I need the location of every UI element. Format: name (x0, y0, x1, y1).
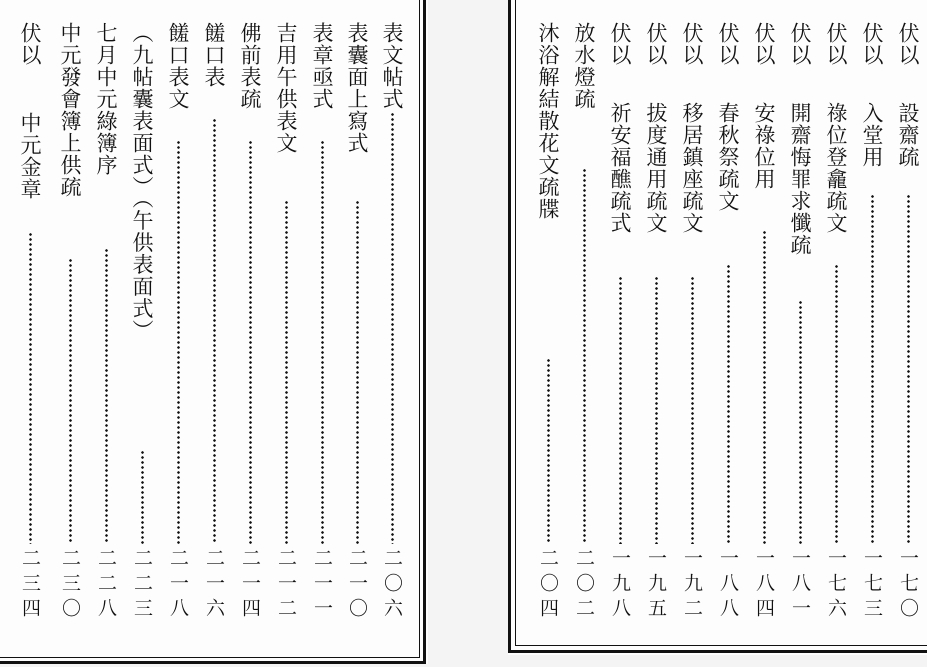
entry-title: 入堂用 (860, 102, 884, 168)
page-number: 二一〇 (346, 548, 368, 623)
entry-prefix: 伏以 (896, 22, 920, 66)
entry-title: 設齋疏 (896, 102, 920, 168)
page-number: 二一二 (275, 548, 297, 623)
page-number: 二三〇 (59, 548, 81, 623)
dot-leader (763, 230, 766, 544)
entry-title: 佛前表疏 (238, 22, 262, 110)
entry-prefix: 伏以 (608, 22, 632, 66)
page-number: 一七〇 (897, 548, 919, 623)
entry-title: 表章亟式 (310, 22, 334, 110)
page-number: 二一一 (311, 548, 333, 623)
entry-prefix: 伏以 (752, 22, 776, 66)
page-number: 二〇二 (573, 548, 595, 623)
page-number: 一八一 (789, 548, 811, 623)
entry-prefix: 伏以 (860, 22, 884, 66)
page-number: 一九八 (609, 548, 631, 623)
dot-leader (871, 194, 874, 544)
page-number: 二〇六 (381, 548, 403, 623)
dot-leader (691, 276, 694, 544)
left-page (0, 0, 428, 664)
dot-leader (835, 264, 838, 544)
entry-title: 表囊面上寫式 (345, 22, 369, 154)
dot-leader (213, 118, 216, 544)
page-number: 二一八 (167, 548, 189, 623)
dot-leader (799, 300, 802, 544)
dot-leader (141, 450, 144, 544)
entry-title: 祈安福醮疏式 (608, 102, 632, 234)
dot-leader (105, 248, 108, 544)
dot-leader (285, 200, 288, 544)
entry-title: 安祿位用 (752, 102, 776, 190)
dot-leader (69, 258, 72, 544)
entry-prefix: 伏以 (788, 22, 812, 66)
entry-title: 放水燈疏 (572, 22, 596, 110)
entry-title: 七月中元綠簿序 (94, 22, 118, 176)
page-number: 二二三 (131, 548, 153, 623)
dot-leader (391, 112, 394, 544)
page-number: 一八四 (753, 548, 775, 623)
entry-title: （九帖囊表面式）（午供表面式） (130, 22, 154, 342)
right-page (508, 0, 927, 655)
entry-prefix: 伏以 (716, 22, 740, 66)
dot-leader (619, 276, 622, 544)
entry-prefix: 伏以 (680, 22, 704, 66)
page-number: 二一六 (203, 548, 225, 623)
entry-title: 吉用午供表文 (274, 22, 298, 154)
page-number: 二二八 (95, 548, 117, 623)
page-number: 二三四 (19, 548, 41, 623)
dot-leader (907, 194, 910, 544)
dot-leader (177, 140, 180, 544)
entry-title: 沐浴解結散花文疏牒 (536, 22, 560, 220)
entry-title: 移居鎮座疏文 (680, 102, 704, 234)
entry-title: 表文帖式 (380, 22, 404, 110)
entry-title: 拔度通用疏文 (644, 102, 668, 234)
entry-title: 開齋悔罪求懺疏 (788, 102, 812, 256)
entry-prefix: 伏以 (644, 22, 668, 66)
page-number: 一九二 (681, 548, 703, 623)
entry-title: 春秋祭疏文 (716, 102, 740, 212)
dot-leader (29, 232, 32, 544)
dot-leader (583, 168, 586, 544)
dot-leader (249, 140, 252, 544)
entry-prefix: 伏以 (18, 22, 42, 66)
entry-title: 中元發會簿上供疏 (58, 22, 82, 198)
entry-title: 饈口表文 (166, 22, 190, 110)
entry-title: 中元金章 (18, 112, 42, 200)
dot-leader (547, 358, 550, 544)
page-number: 二一四 (239, 548, 261, 623)
entry-prefix: 伏以 (824, 22, 848, 66)
page-number: 一九五 (645, 548, 667, 623)
dot-leader (655, 276, 658, 544)
page-number: 二〇四 (537, 548, 559, 623)
entry-title: 饈口表 (202, 22, 226, 88)
page-number: 一八八 (717, 548, 739, 623)
dot-leader (321, 140, 324, 544)
page-number: 一七六 (825, 548, 847, 623)
entry-title: 祿位登龕疏文 (824, 102, 848, 234)
dot-leader (356, 200, 359, 544)
dot-leader (727, 264, 730, 544)
page-number: 一七三 (861, 548, 883, 623)
